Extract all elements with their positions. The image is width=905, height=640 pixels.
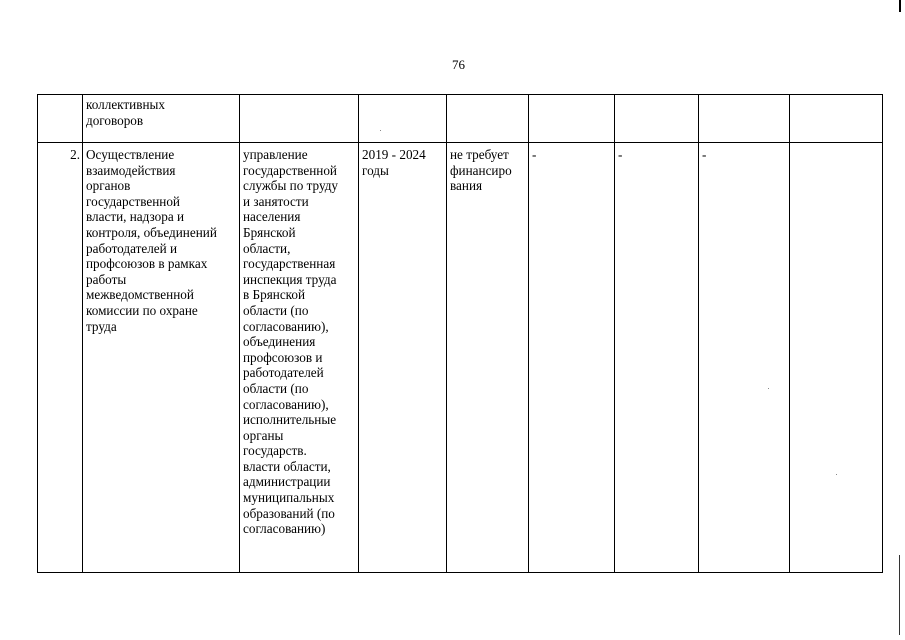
financing-cell — [447, 95, 529, 143]
event-text: Осуществление взаимодействия органов государственной власти, надзора и контроля, объединений работодателей и профсоюзов в рамках работы межведомственной комиссии по охране труда — [86, 147, 217, 334]
document-table — [37, 94, 883, 573]
event-cell — [83, 143, 240, 573]
value-text: - — [618, 147, 623, 162]
period-cell — [359, 95, 447, 143]
value-cell — [790, 143, 883, 573]
value-cell — [615, 143, 699, 573]
value-text: - — [532, 147, 537, 162]
row-number-cell — [38, 143, 83, 573]
value-text: - — [702, 147, 707, 162]
row-number-cell — [38, 95, 83, 143]
value-cell — [699, 95, 790, 143]
value-cell — [615, 95, 699, 143]
scan-edge-mark — [899, 0, 901, 12]
value-cell — [790, 95, 883, 143]
table-row — [38, 143, 883, 573]
period-cell — [359, 143, 447, 573]
table-row — [38, 95, 883, 143]
financing-text: не требует финансиро вания — [450, 147, 512, 194]
period-text: 2019 - 2024 годы — [362, 147, 426, 178]
executor-text: управление государственной службы по труду и занятости населения Брянской области, государственная инспекция труда в Брянской области (по согласованию), объединения профсоюзов и работодателей области (по согласованию), исполнительные органы государств. власти области, администрации муниципальных образований (по согласованию) — [243, 147, 339, 537]
executor-cell — [240, 95, 359, 143]
value-cell — [699, 143, 790, 573]
value-cell — [529, 95, 615, 143]
financing-cell — [447, 143, 529, 573]
row-number: 2. — [70, 147, 80, 162]
event-cell — [83, 95, 240, 143]
value-cell — [529, 143, 615, 573]
page-number: 76 — [452, 57, 465, 72]
executor-cell — [240, 143, 359, 573]
event-text: коллективных договоров — [86, 97, 165, 128]
scan-edge-line — [899, 555, 900, 635]
